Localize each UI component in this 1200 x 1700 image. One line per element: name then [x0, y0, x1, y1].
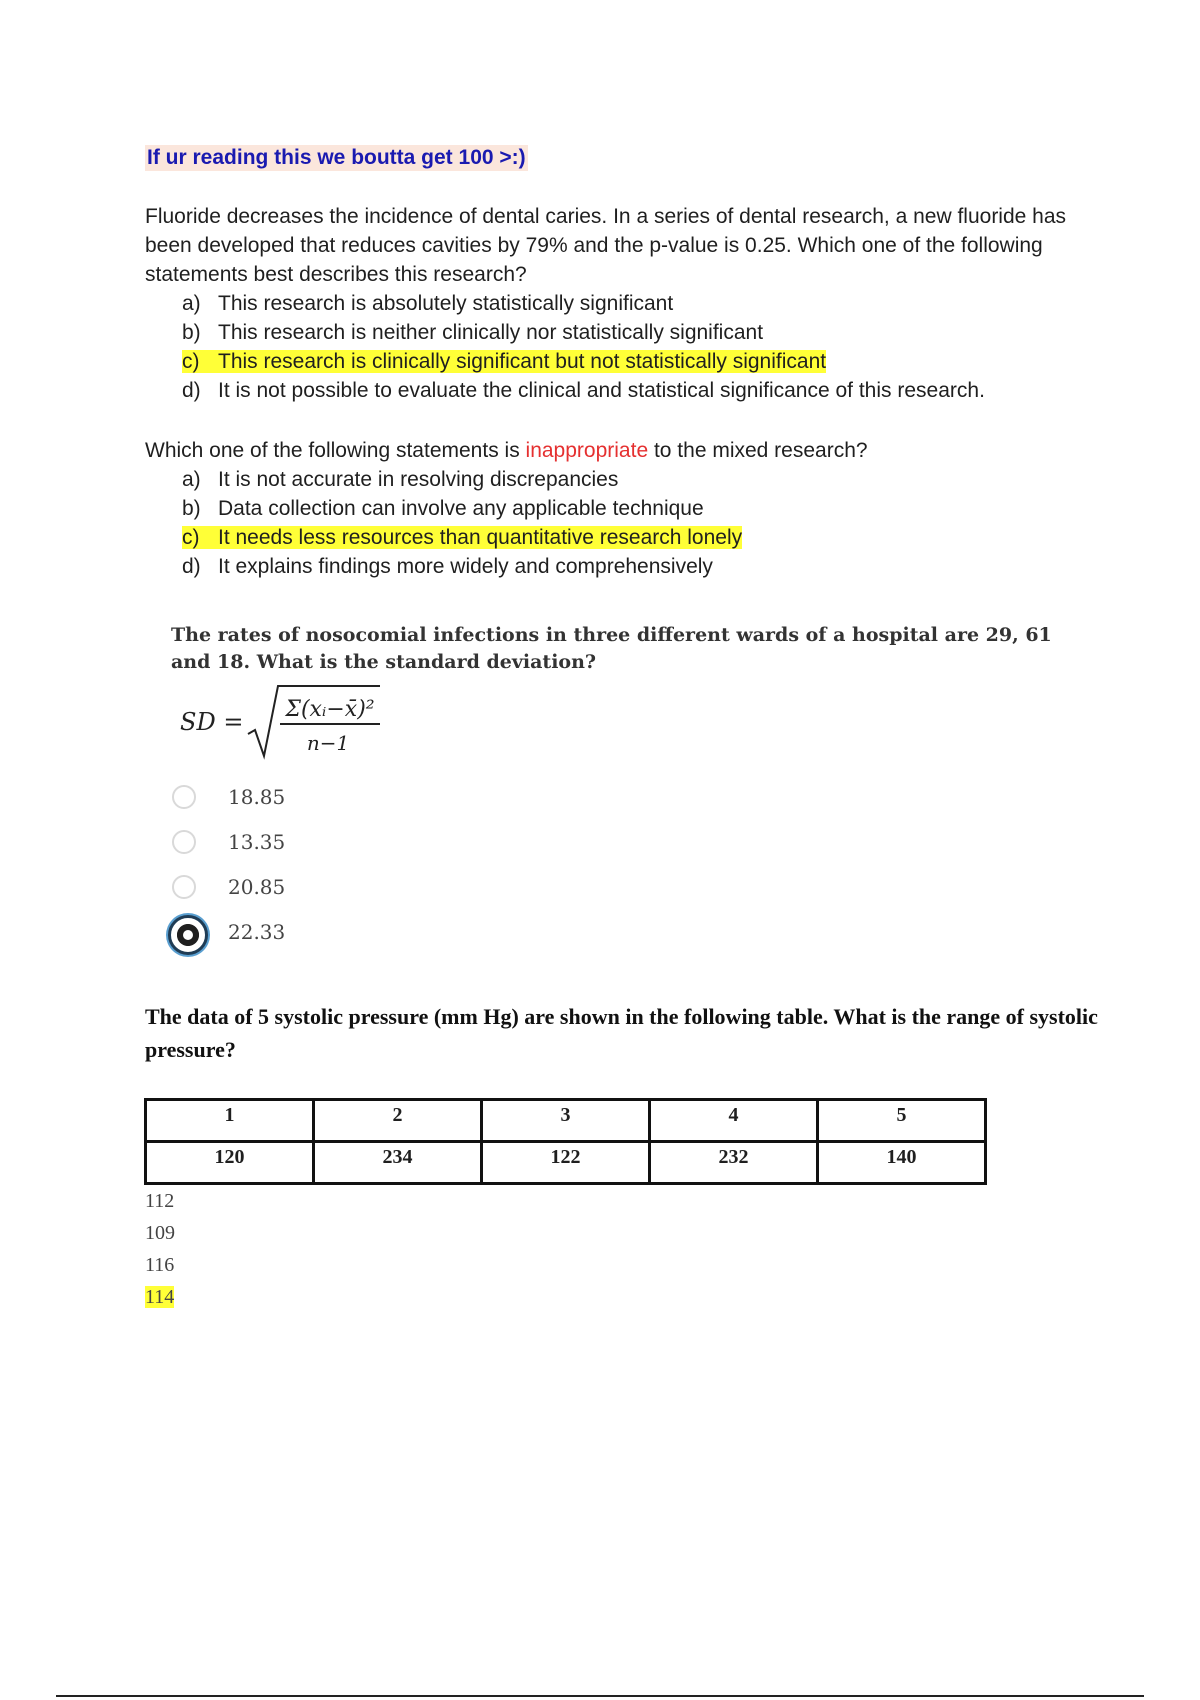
option-a: a) This research is absolutely statistically significant: [182, 292, 674, 315]
option-b: b) Data collection can involve any applicable technique: [182, 497, 704, 520]
question-3-text: The rates of nosocomial infections in three different wards of a hospital are 29, 61 and 18. What is the standard deviation?: [171, 624, 1052, 673]
table-header-row: [146, 1100, 986, 1142]
option-d: d) It explains findings more widely and comprehensively: [182, 555, 713, 578]
banner-note: If ur reading this we boutta get 100 >:): [147, 146, 526, 169]
systolic-table: [144, 1098, 987, 1185]
document-page: If ur reading this we boutta get 100 >:) Fluoride decreases the incidence of dental caries. In a series of dental research, a new fluoride has been developed that reduces cavities by 79% and the p-value is 0.25. Which one of the following statements best describes this research? a) This research is absolutely statistically significant b) This research is neither clinically nor statistically significant c) This research is clinically significant but not statistically significant d) It is not possible to evaluate the clinical and statistical significance of this research. Which one of the following statements is inappropriate to the mixed research? a) It is not accurate in resolving discrepancies b) Data collection can involve any applicable technique c) It needs less resources than quantitative research lonely d) It explains findings more widely and comprehensively The rates of nosocomial infections in three different wards of a hospital are 29, 61 and 18. What is the standard deviation? SD = Σ(xᵢ−x̄)² n−1 18.85 13.35 20.85 22.33 The data of 5 systolic pressure (mm Hg) are shown in the following table. What is the range of systolic pressure? 1 2 3 4 5 120 234 122 232 140 112 109 116 114: [0, 0, 1200, 1700]
answer-option[interactable]: 116: [145, 1254, 175, 1276]
radio-button[interactable]: [172, 785, 196, 809]
question-4-options: [145, 1186, 175, 1314]
emphasis-word: inappropriate: [525, 439, 649, 462]
table-row: [146, 1142, 986, 1184]
radio-button-selected[interactable]: [168, 915, 208, 955]
question-1: [145, 202, 1090, 405]
radio-button[interactable]: [172, 875, 196, 899]
table-cell: 232: [650, 1142, 818, 1184]
formula-denominator: n−1: [306, 731, 350, 755]
option-c-highlighted: c) This research is clinically significant but not statistically significant: [182, 350, 827, 373]
answer-option[interactable]: 109: [145, 1222, 175, 1244]
table-cell: 122: [482, 1142, 650, 1184]
table-cell: 1: [146, 1100, 314, 1142]
table-cell: 120: [146, 1142, 314, 1184]
question-2: [145, 436, 1090, 581]
answer-option-highlighted[interactable]: 114: [145, 1286, 175, 1308]
option-d: d) It is not possible to evaluate the clinical and statistical significance of this research.: [182, 379, 985, 402]
formula-numerator: Σ(xᵢ−x̄)²: [285, 697, 375, 722]
table-cell: 4: [650, 1100, 818, 1142]
table-cell: 5: [818, 1100, 986, 1142]
option-a: a) It is not accurate in resolving discrepancies: [182, 468, 619, 491]
table-cell: 140: [818, 1142, 986, 1184]
question-1-text: Fluoride decreases the incidence of dental caries. In a series of dental research, a new fluoride has been developed that reduces cavities by 79% and the p-value is 0.25. Which one of the following statements best describes this research?: [145, 205, 1067, 286]
table-cell: 3: [482, 1100, 650, 1142]
option-c-highlighted: c) It needs less resources than quantitative research lonely: [182, 526, 743, 549]
option-b: b) This research is neither clinically nor statistically significant: [182, 321, 764, 344]
formula-lhs: SD =: [180, 708, 244, 736]
question-1-options: [182, 289, 1127, 405]
question-2-text: Which one of the following statements is inappropriate to the mixed research?: [145, 439, 868, 462]
radio-button[interactable]: [172, 830, 196, 854]
table-cell: 2: [314, 1100, 482, 1142]
question-2-options: [182, 465, 1127, 581]
sd-formula: [180, 680, 400, 762]
question-4-text: The data of 5 systolic pressure (mm Hg) are shown in the following table. What is the range of systolic pressure?: [145, 1004, 1098, 1062]
page-divider: [56, 1695, 1144, 1697]
answer-option[interactable]: 112: [145, 1190, 175, 1212]
table-cell: 234: [314, 1142, 482, 1184]
